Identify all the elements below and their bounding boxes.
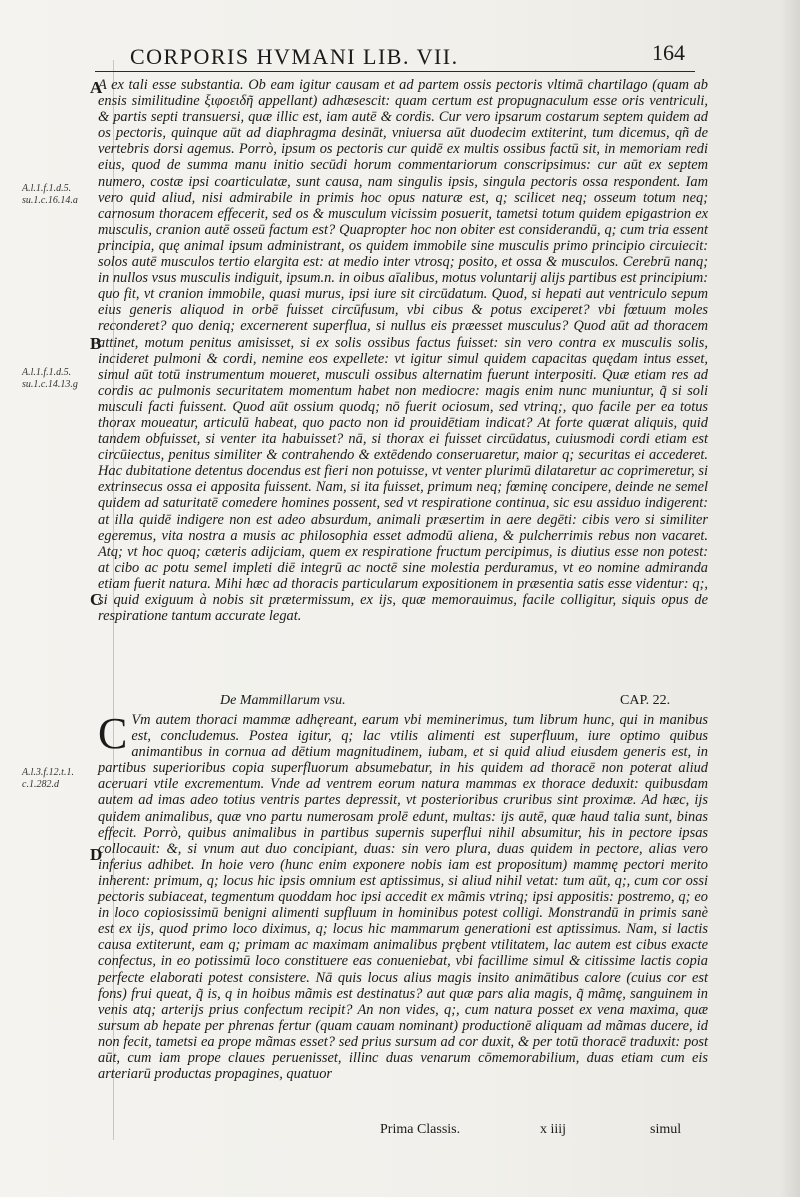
- chapter-text: [98, 709, 708, 1083]
- section-letter-b: B: [90, 334, 102, 353]
- signature-line: Prima Classis.: [380, 1122, 461, 1137]
- section-letter-a: A: [90, 78, 103, 97]
- body-paragraph: A ex tali esse substantia. Ob eam igitur causam et ad partem ossis pectoris vltimā chartilago (quam ab ensis similitudine ξιφοειδῆ appellant) adhæsescit: quam certum est propugnaculum esse oris ventriculi, & partis septi transuersi, quæ illic est, iam autē & cordis. Cur vero ipsarum costarum septem quidem ad os pectoris, quinque aūt ad diaphragma desināt, vniuersa aūt duodecim extiterint, tum dicemus, qñ de vertebris dorsi agemus. Porrò, ipsum os pectoris cur quidē ex multis ossibus factū sit, in memoriam redi eius, quod de summa manu initio secūdi horum commentariorum conscripsimus: cur aūt ex septem numero, costæ ipsi coarticulatæ, sunt causa, nam singulis ipsis, singula pectoris ossa respondent. Iam vero quid aliud, nisi admirabile in primis hoc opus naturæ est, q; scilicet neq; osseum totum neq; carnosum thoracem effecerit, sed os & musculum vicissim posuerit, tametsi totum quidem epigastrion ex musculis, cranion autē osseū factum est? Quapropter hoc non obiter est considerandū, q; cum tria essent principia, quę animal ipsum administrant, os quidem immobile sine musculis primo principio circuiecit: solos autē musculos tertio elargita est: at medio inter vtrosq; posito, et ossa & musculos. Cerebrū nanq; in nullos vsus musculis indiguit, ipsum.n. in oibus aīalibus, motus voluntarij alijs partibus est principium: quo fit, vt cranion immobile, quasi murus, ipsi iure sit circūdatum. Quod, si hepati aut ventriculo sepum eius generis aliquod in orbē fuisset circūfusum, vbi cibus & potus exciperet? vbi fœtuum moles reconderet? quo deniq; excernerent superflua, si nullus eis præesset musculus? Quod aūt ad thoracem attinet, motum penitus amisisset, si ex solis ossibus factus fuisset: sin vero contra ex musculis solis, incideret pulmoni & cordi, nemine eos expellete: vt igitur simul quidem capacitas quędam intus esset, simul aūt totū instrumentum moueret, musculi ossibus alternatim fuerunt interpositi. Quæ etiam res ad cordis ac pulmonis securitatem momentum habet non mediocre: magis enim nunc muniuntur, q̃ si soli musculi facti fuissent. Quod aūt ossium quodq; nō fuerit ociosum, sed vtrinq;, quo facile per ea totus thorax moueatur, articulū habeat, quo pacto non id prouidētiam indicat? At forte quærat aliquis, quid tandem obfuisset, si venter ita habuisset? nā, si thorax ei fuisset circūdatus, cuiusmodi cordi etiam est circūiectus, penitus similiter & contrahendo & extēdendo conseruaretur, maior q; securitas ei accederet. Hac dubitatione detentus docendus est fieri non potuisse, vt venter plurimū dilataretur ac coprimeretur, si extrinsecus ossa ei apposita fuissent. Nam, si ita fuisset, primum neq; fœminę concipere, deinde ne semel quidem ad saturitatē comedere homines possent, sed vt respiratione continua, sic esu assiduo indigerent: at illa quidē indigere non est adeo absurdum, animali præsertim in aere degēti: cibis vero si similiter egeremus, vita nostra a musis ac philosophia esset admodū aliena, & pulcherrimis rebus non vacaret. Atq; vt hoc quoq; cæteris adijciam, quem ex respiratione fructum percipimus, is diutius esse non potest: at cibo ac potu semel impleti diē integrū ac noctē sine molestia perduramus, vt eo nomine admiranda etiam fuerit natura. Mihi hæc ad thoracis particularum expositionem in præsentia satis esse videntur: q;, si quid exiguum à nobis sit prætermissum, ex ijs, quæ memorauimus, facile colligitur, siquis opus de respiratione tantum accurate legat.: [98, 77, 708, 625]
- margin-note: A.l.1.f.1.d.5. su.1.c.16.14.a: [22, 183, 78, 206]
- running-head: CORPORIS HVMANI LIB. VII.: [130, 44, 459, 69]
- signature-mark: x iiij: [540, 1122, 567, 1137]
- chapter-number: CAP. 22.: [620, 693, 671, 708]
- chapter-heading: [100, 693, 710, 711]
- margin-note: A.l.3.f.12.t.1. c.1.282.d: [22, 767, 74, 790]
- body-text: [98, 77, 708, 624]
- drop-capital: C: [98, 709, 128, 758]
- page-gutter-shadow: [780, 0, 800, 1197]
- page-footer: [380, 1122, 710, 1140]
- section-letter-c: C: [90, 590, 103, 609]
- margin-note: A.l.1.f.1.d.5. su.1.c.14.13.g: [22, 367, 78, 390]
- catchword: simul: [650, 1122, 682, 1137]
- page-number: 164: [652, 40, 685, 65]
- chapter-title: De Mammillarum vsu.: [220, 693, 346, 708]
- chapter-paragraph: Vm autem thoraci mammæ adhęreant, earum vbi meminerimus, tum librum hunc, qui in manibus est, concludemus. Postea igitur, q; lac vtilis alimenti est superfluum, iure optimo quibus animantibus in cornua ad dētium magnitudinem, iubam, et si quid aliud eiusdem generis est, in partibus superioribus copia superfluorum absumebatur, in his quidem ad thoracē non poterat aliud aceruari vtile excrementum. Vnde ad ventrem eorum natura mammas ex thorace deduxit: quibusdam autem ad imas adeo totius ventris partes depressit, vt posterioribus cruribus sint proximæ. Ad hæc, ijs quidem animalibus, quæ vno partu numerosam prolē edunt, multas: ijs autē, quæ haud talia sunt, binas effecit. Porrò, quibus animalibus in partibus supernis superflui nihil absumitur, his in pectore ipsas collocauit: &, si vnum aut duo concipiant, duas: sin vero plura, duas quidem in pectore, alias vero inferius adhibet. In hoie vero (hunc enim exponere nobis iam est propositum) mammę pectori merito inherent: primum, q; locus hic ipsis omnium est aptissimus, si aliud nihil vetat: tum aūt, q;, cum cor ossi pectoris subiaceat, tegmentum quoddam hoc ipsi accedit ex mãmis vtrinq; ipsi appositis: postremo, q; eo in loco copiosissimū benigni alimenti supfluum in hominibus potest colligi. Monstrandū in primis sanè est ex ijs, quod primo loco diximus, q; locus hic mammarum generationi est aptissimus. Nam, si lactis causa extiterunt, eam q; primam ac maximam animalibus prębent vtilitatem, lac autem est cibus exacte confectus, in eo potissimū loco constituere eas conueniebat, vbi facillime simul & citissime lactis copia perfecte elaborati potest consistere. Nā quis locus alius magis insito animātibus calore (cuius cor est fons) frui queat, q̃ is, q in hoibus mãmis est destinatus? aut quæ pars alia magis, q̃ mãmę, sanguinem in venis atq; arterijs prius confectum recipit? An non vides, q;, cum natura posset ex vena maxima, quæ sursum ab hepate per phrenas fertur (quam cauam nominant) productionē aliquam ad mãmas ducere, id non fecit, tametsi ea prope mãmas esset? sed prius sursum ad cor duxit, & per totū thoracē traduxit: post aūt, cum iam prope claues peruenisset, illinc duas venarum cōmemorabilium, duas etiam cum eis arteriarū productas propagines, quatuor: [98, 712, 708, 1083]
- header-rule: [95, 71, 695, 72]
- section-letter-d: D: [90, 845, 103, 864]
